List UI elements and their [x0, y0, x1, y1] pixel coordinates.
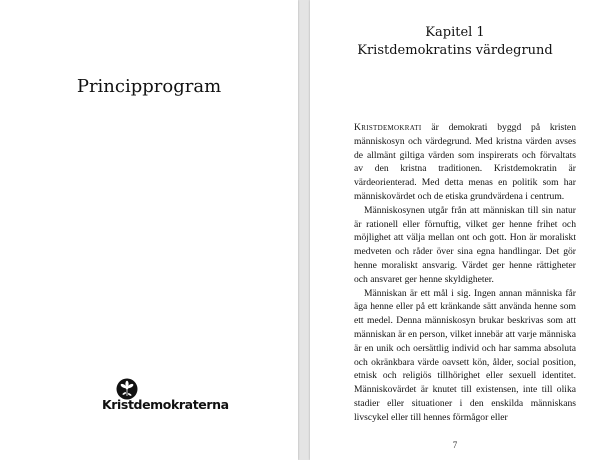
- page-number: 7: [452, 440, 458, 450]
- paragraph: Människan är ett mål i sig. Ingen annan människa får äga henne eller på ett kränkande sätt använda henne som ett medel. Denna människosyn brukar beskrivas som att människan är en person, vilket innebär att varje människa är en unik och oersättlig individ och har samma absoluta och okränkbara värde oavsett kön, ålder, social position, etnisk och religiös tillhörighet eller sexuell identitet. Människovärdet är knutet till existensen, inte till olika stadier eller situationer i den enskilda människans livscykel eller till hennes förmågor eller: [354, 287, 576, 423]
- paragraph-text: är demokrati byggd på kristen människosyn och värdegrund. Med kristna värden avses de allmänt giltiga värden som inspirerats och förvaltats av den kristna traditionen. Kristdemokratin är värdeorienterad. Med detta menas en politik som har människovärdet och de etiska grundvärdena i centrum.: [354, 122, 576, 202]
- document-title: Principprogram: [76, 76, 222, 97]
- lead-word: Kristdemokrati: [354, 122, 422, 133]
- paragraph: Människosynen utgår från att människan till sin natur är rationell eller förnuftig, vilket ger henne frihet och möjlighet att välja mellan ont och gott. Hon är moraliskt medveten och råder över sina egna handlingar. Det gör henne moraliskt ansvarig. Värdet ger henne rättigheter och ansvaret ger henne skyldigheter.: [354, 204, 576, 285]
- chapter-body: [354, 121, 576, 425]
- paragraph: [354, 121, 576, 204]
- chapter-number: Kapitel 1: [425, 25, 485, 40]
- right-page: [310, 0, 600, 460]
- chapter-heading: [310, 24, 600, 60]
- left-page: [0, 0, 298, 460]
- chapter-title: Kristdemokratins värdegrund: [357, 43, 553, 58]
- logo-wordmark: Kristdemokraterna: [102, 397, 229, 412]
